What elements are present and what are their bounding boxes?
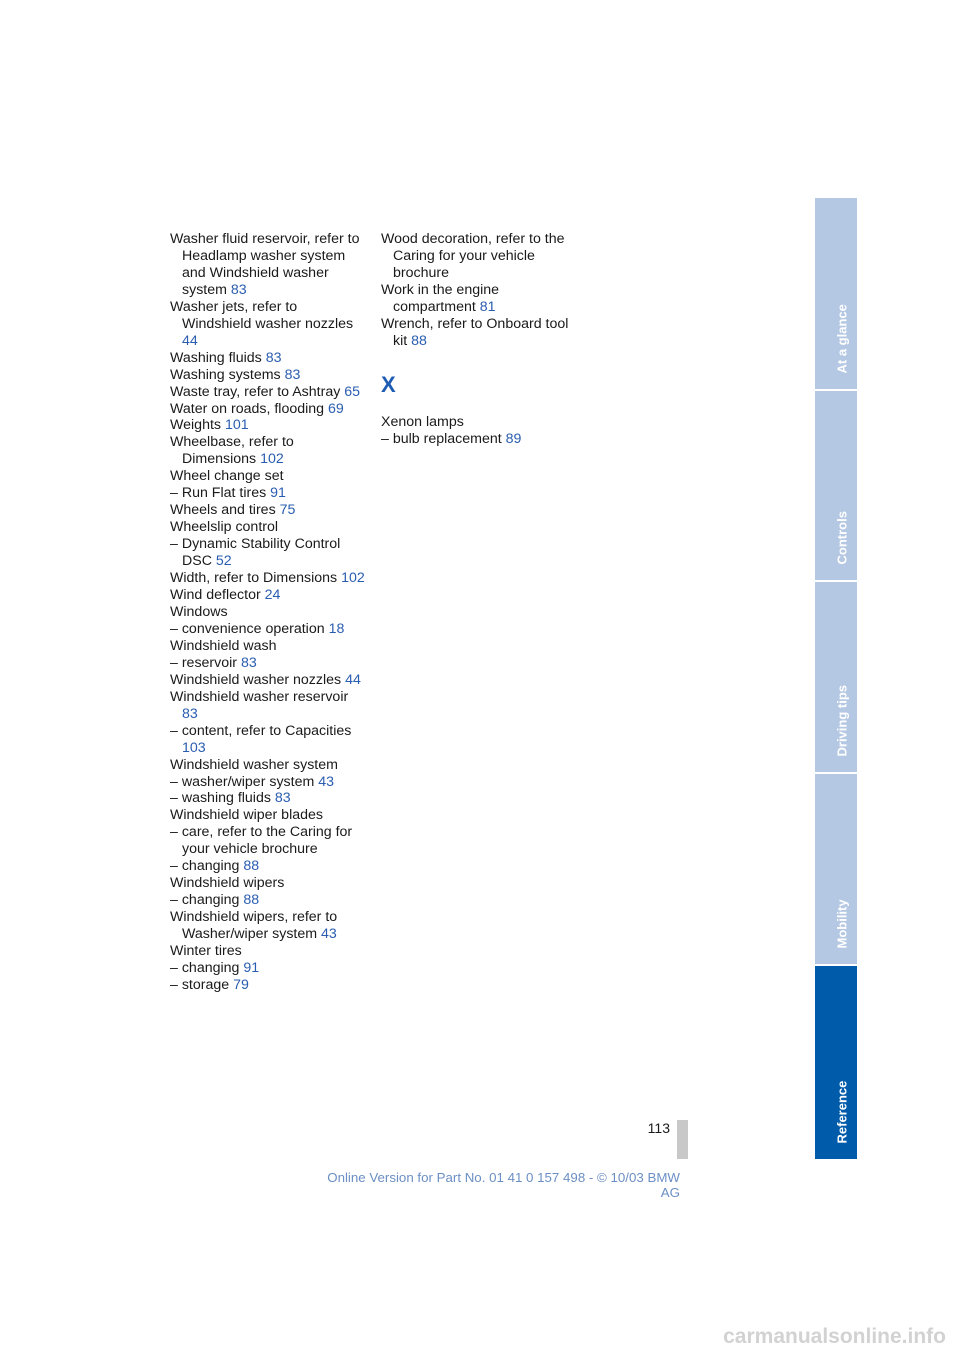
index-entry-text: – washer/wiper system bbox=[170, 773, 315, 790]
index-entry bbox=[170, 570, 365, 587]
index-page-ref[interactable]: 79 bbox=[233, 976, 249, 993]
index-entry-text: – Dynamic Stability Control DSC bbox=[170, 536, 341, 570]
index-entry bbox=[170, 417, 365, 434]
index-page-ref[interactable]: 83 bbox=[182, 705, 198, 722]
index-entry-text: Wheelslip control bbox=[170, 519, 279, 536]
index-page-ref[interactable]: 91 bbox=[243, 959, 260, 976]
index-entry-text: Wheels and tires bbox=[170, 502, 276, 519]
index-entry-text: Wheel change set bbox=[170, 468, 284, 485]
index-entry bbox=[170, 875, 365, 892]
index-entry bbox=[381, 414, 571, 431]
index-entry-text: Wind deflector bbox=[170, 587, 261, 604]
index-entry-text: – storage bbox=[170, 976, 230, 993]
index-entry-text: Windshield washer reservoir bbox=[170, 688, 349, 705]
index-page-ref[interactable]: 44 bbox=[182, 332, 198, 349]
index-page-ref[interactable]: 91 bbox=[270, 485, 286, 502]
index-entry bbox=[170, 604, 365, 621]
index-page-ref[interactable]: 43 bbox=[318, 773, 335, 790]
index-entry-text: Windows bbox=[170, 603, 228, 620]
tab-label: Controls bbox=[834, 511, 850, 565]
index-entry bbox=[170, 943, 365, 960]
tab-reference[interactable] bbox=[815, 966, 857, 1159]
index-entry-text: Wood decoration, refer to the Caring for your vehicle brochure bbox=[381, 231, 565, 281]
index-entry-text: – content, refer to Capacities bbox=[170, 722, 352, 739]
index-entry-text: – bulb replacement bbox=[381, 430, 502, 447]
index-group-w-continued bbox=[381, 231, 571, 350]
index-entry bbox=[170, 367, 365, 384]
index-entry bbox=[170, 502, 365, 519]
index-page-ref[interactable]: 83 bbox=[284, 366, 301, 383]
index-entry bbox=[170, 757, 365, 774]
index-entry bbox=[381, 316, 571, 350]
index-page-ref[interactable]: 88 bbox=[243, 892, 260, 909]
index-entry bbox=[170, 536, 365, 570]
index-entry-text: Width, refer to Dimensions bbox=[170, 570, 338, 587]
index-entry bbox=[170, 790, 365, 807]
index-page-ref[interactable]: 102 bbox=[341, 570, 365, 587]
index-page-ref[interactable]: 44 bbox=[345, 671, 361, 688]
index-page-ref[interactable]: 83 bbox=[230, 281, 247, 298]
index-entry-text: Washer fluid reservoir, refer to Headlamp washer system and Windshield washer system bbox=[170, 231, 360, 298]
footer-online-version: Online Version for Part No. 01 41 0 157 498 - © 10/03 BMW AG bbox=[327, 1170, 680, 1200]
index-entry bbox=[170, 468, 365, 485]
index-page-ref[interactable]: 83 bbox=[240, 654, 257, 671]
index-entry bbox=[170, 231, 365, 299]
index-entry bbox=[170, 723, 365, 757]
index-entry-text: – convenience operation bbox=[170, 620, 325, 637]
index-page-ref[interactable]: 83 bbox=[265, 349, 282, 366]
index-entry-text: Windshield washer nozzles bbox=[170, 671, 342, 688]
tab-mobility[interactable] bbox=[815, 774, 857, 964]
index-entry-text: – washing fluids bbox=[170, 790, 271, 807]
index-entry-text: Windshield wipers bbox=[170, 875, 285, 892]
index-entry bbox=[170, 909, 365, 943]
index-page-ref[interactable]: 18 bbox=[328, 620, 345, 637]
index-entry-text: – changing bbox=[170, 959, 240, 976]
index-entry-text: – Run Flat tires bbox=[170, 485, 267, 502]
tab-label: Driving tips bbox=[834, 684, 850, 757]
page-marker-bar bbox=[677, 1120, 688, 1159]
tab-label: Reference bbox=[834, 1080, 850, 1144]
index-entry bbox=[170, 689, 365, 723]
page-number: 113 bbox=[647, 1120, 670, 1136]
index-entry-text: – care, refer to the Caring for your vehicle brochure bbox=[170, 824, 353, 858]
index-entry-text: – changing bbox=[170, 892, 240, 909]
index-entry bbox=[170, 960, 365, 977]
index-entry-text: Windshield wipers, refer to Washer/wiper system bbox=[170, 909, 338, 943]
index-entry bbox=[170, 350, 365, 367]
index-entry bbox=[170, 485, 365, 502]
index-entry bbox=[170, 299, 365, 350]
index-page-ref[interactable]: 88 bbox=[243, 858, 260, 875]
index-entry bbox=[170, 401, 365, 418]
tab-label: At a glance bbox=[834, 304, 850, 374]
index-entry-text: Weights bbox=[170, 417, 221, 434]
index-entry bbox=[170, 977, 365, 994]
index-entry bbox=[170, 824, 365, 858]
index-page-ref[interactable]: 81 bbox=[479, 298, 496, 315]
index-page-ref[interactable]: 89 bbox=[505, 430, 522, 447]
index-entry bbox=[170, 858, 365, 875]
index-entry-text: Windshield washer system bbox=[170, 756, 338, 773]
index-entry bbox=[381, 431, 571, 448]
index-entry-text: Wrench, refer to Onboard tool kit bbox=[381, 315, 569, 349]
chapter-tabs bbox=[815, 198, 857, 1161]
tab-label: Mobility bbox=[834, 899, 850, 949]
section-letter: X bbox=[381, 371, 396, 397]
index-entry-text: Xenon lamps bbox=[381, 413, 464, 430]
index-entry-text: Water on roads, flooding bbox=[170, 400, 325, 417]
tab-driving-tips[interactable] bbox=[815, 582, 857, 772]
index-page-ref[interactable]: 65 bbox=[344, 383, 361, 400]
index-entry bbox=[170, 621, 365, 638]
index-entry-text: – reservoir bbox=[170, 654, 238, 671]
index-entry bbox=[381, 231, 571, 282]
index-entry bbox=[170, 655, 365, 672]
index-entry bbox=[170, 587, 365, 604]
index-entry-text: Washing fluids bbox=[170, 349, 262, 366]
index-entry bbox=[170, 434, 365, 468]
index-page-ref[interactable]: 52 bbox=[215, 553, 232, 570]
index-page-ref[interactable]: 102 bbox=[260, 451, 284, 468]
index-group-x bbox=[381, 414, 571, 448]
index-page-ref[interactable]: 24 bbox=[264, 587, 281, 604]
index-page-ref[interactable]: 101 bbox=[224, 417, 249, 434]
tab-at-a-glance[interactable] bbox=[815, 198, 857, 389]
index-entry bbox=[170, 672, 365, 689]
tab-controls[interactable] bbox=[815, 391, 857, 580]
index-entry-text: Windshield wash bbox=[170, 637, 277, 654]
index-entry bbox=[381, 282, 571, 316]
index-entry-text: Windshield wiper blades bbox=[170, 807, 323, 824]
index-entry bbox=[170, 807, 365, 824]
index-entry-text: Wheelbase, refer to Dimensions bbox=[170, 434, 294, 468]
index-entry bbox=[170, 774, 365, 791]
index-column-left bbox=[170, 231, 365, 994]
index-entry-text: Work in the engine compartment bbox=[381, 281, 500, 315]
index-entry-text: Washing systems bbox=[170, 366, 281, 383]
index-page-ref[interactable]: 69 bbox=[328, 400, 344, 417]
index-entry bbox=[170, 519, 365, 536]
index-entry bbox=[170, 638, 365, 655]
index-page-ref[interactable]: 88 bbox=[411, 332, 427, 349]
index-entry bbox=[170, 384, 365, 401]
index-page-ref[interactable]: 103 bbox=[182, 739, 206, 756]
index-entry bbox=[170, 892, 365, 909]
index-page-ref[interactable]: 75 bbox=[279, 502, 296, 519]
index-entry-text: Waste tray, refer to Ashtray bbox=[170, 383, 341, 400]
index-page-ref[interactable]: 83 bbox=[274, 790, 291, 807]
index-entry-text: – changing bbox=[170, 858, 240, 875]
watermark: carmanualsonline.info bbox=[723, 1325, 946, 1348]
index-entry-text: Washer jets, refer to Windshield washer nozzles bbox=[170, 298, 354, 332]
index-column-right bbox=[381, 231, 571, 448]
index-page-ref[interactable]: 43 bbox=[321, 926, 337, 943]
index-entry-text: Winter tires bbox=[170, 943, 242, 960]
